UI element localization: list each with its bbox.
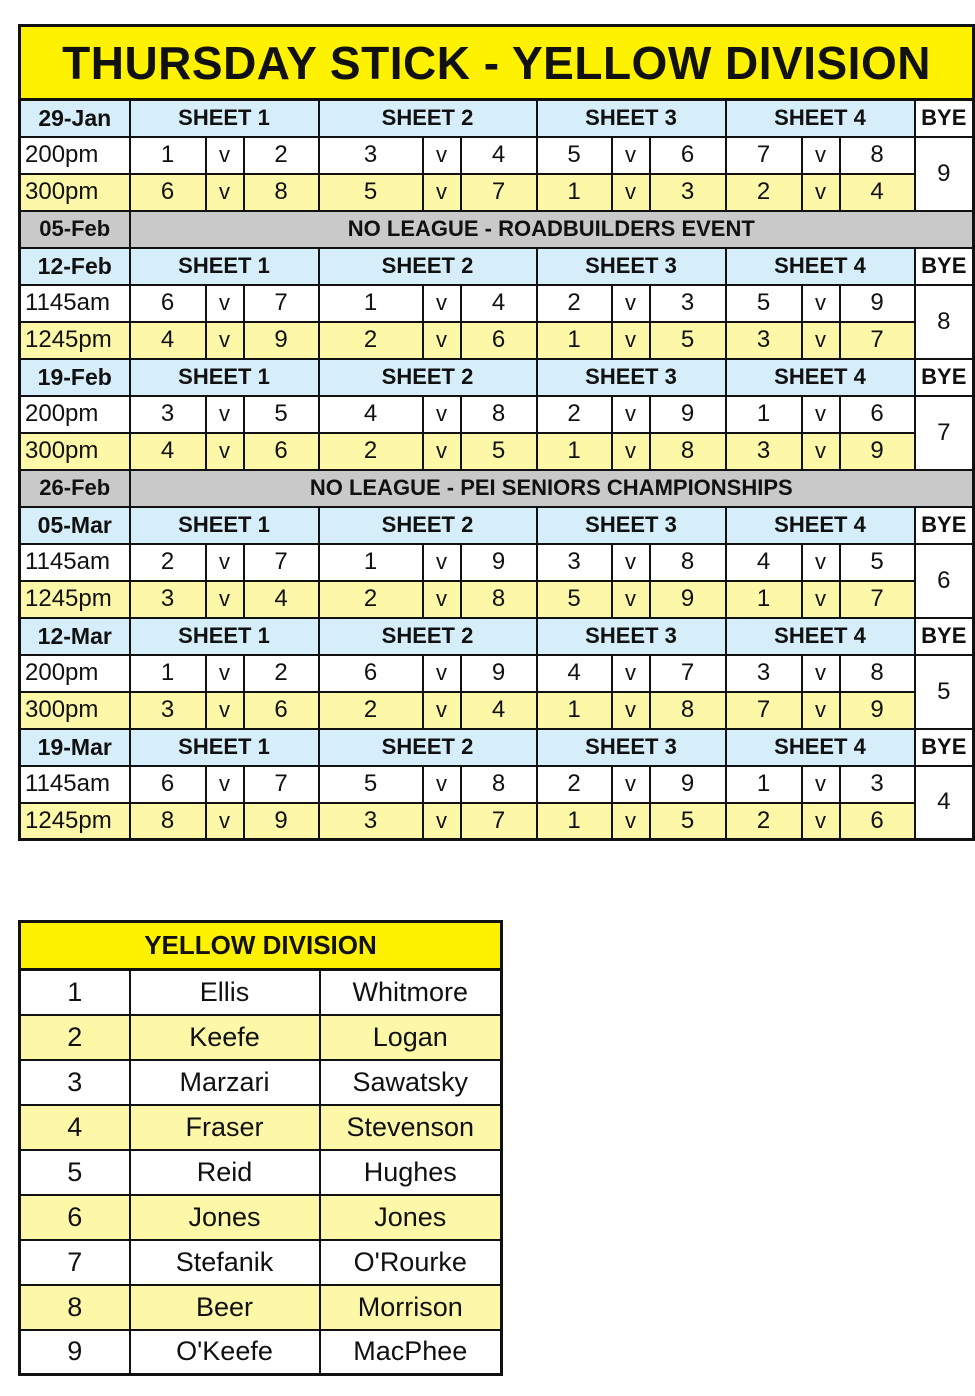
bye-team: 5 [915, 655, 974, 729]
schedule-title: THURSDAY STICK - YELLOW DIVISION [20, 26, 974, 100]
versus-label: v [423, 803, 461, 840]
team-b: 6 [244, 433, 319, 470]
team-b: 4 [461, 285, 537, 322]
team-b: 3 [650, 174, 726, 211]
versus-label: v [612, 581, 650, 618]
team-b: 9 [840, 433, 915, 470]
player-two: Sawatsky [320, 1060, 502, 1105]
team-a: 3 [130, 581, 206, 618]
player-one: O'Keefe [130, 1330, 320, 1375]
game-time: 200pm [20, 396, 130, 433]
versus-label: v [206, 692, 244, 729]
sheet-header: SHEET 3 [537, 248, 726, 285]
week-date: 12-Mar [20, 618, 130, 655]
team-b: 8 [650, 433, 726, 470]
bye-header: BYE [915, 507, 974, 544]
versus-label: v [206, 581, 244, 618]
team-b: 9 [650, 396, 726, 433]
sheet-header: SHEET 4 [726, 507, 915, 544]
player-two: Stevenson [320, 1105, 502, 1150]
bye-header: BYE [915, 100, 974, 137]
team-a: 5 [537, 581, 612, 618]
week-date: 05-Mar [20, 507, 130, 544]
versus-label: v [612, 544, 650, 581]
versus-label: v [423, 544, 461, 581]
team-a: 5 [537, 137, 612, 174]
team-b: 2 [244, 655, 319, 692]
team-number: 2 [20, 1015, 130, 1060]
team-b: 9 [840, 692, 915, 729]
team-b: 6 [840, 803, 915, 840]
team-b: 7 [840, 322, 915, 359]
game-time: 1145am [20, 285, 130, 322]
team-a: 1 [537, 174, 612, 211]
game-row [20, 692, 974, 729]
sheet-header: SHEET 4 [726, 618, 915, 655]
versus-label: v [802, 396, 840, 433]
player-two: Whitmore [320, 970, 502, 1015]
team-b: 5 [650, 803, 726, 840]
week-date: 26-Feb [20, 470, 130, 507]
team-b: 6 [840, 396, 915, 433]
roster-row [20, 1060, 502, 1105]
versus-label: v [802, 322, 840, 359]
team-a: 3 [130, 396, 206, 433]
sheet-header: SHEET 2 [319, 618, 537, 655]
team-a: 3 [130, 692, 206, 729]
versus-label: v [423, 766, 461, 803]
team-b: 8 [650, 544, 726, 581]
team-b: 5 [840, 544, 915, 581]
sheet-header: SHEET 1 [130, 729, 319, 766]
team-b: 9 [650, 581, 726, 618]
week-date: 29-Jan [20, 100, 130, 137]
team-b: 4 [840, 174, 915, 211]
team-a: 1 [537, 433, 612, 470]
versus-label: v [206, 803, 244, 840]
player-two: Morrison [320, 1285, 502, 1330]
sheet-header: SHEET 3 [537, 729, 726, 766]
roster-row [20, 970, 502, 1015]
team-a: 3 [726, 655, 802, 692]
team-number: 1 [20, 970, 130, 1015]
team-a: 5 [319, 174, 423, 211]
versus-label: v [612, 322, 650, 359]
team-b: 7 [461, 803, 537, 840]
versus-label: v [612, 692, 650, 729]
roster-row [20, 1240, 502, 1285]
sheet-header: SHEET 4 [726, 100, 915, 137]
team-b: 7 [650, 655, 726, 692]
team-a: 2 [537, 766, 612, 803]
sheet-header: SHEET 1 [130, 507, 319, 544]
sheet-header: SHEET 3 [537, 100, 726, 137]
bye-header: BYE [915, 618, 974, 655]
player-one: Stefanik [130, 1240, 320, 1285]
versus-label: v [612, 174, 650, 211]
team-b: 4 [244, 581, 319, 618]
bye-team: 6 [915, 544, 974, 618]
no-league-note: NO LEAGUE - ROADBUILDERS EVENT [130, 211, 974, 248]
team-a: 1 [726, 581, 802, 618]
game-row [20, 174, 974, 211]
bye-team: 9 [915, 137, 974, 211]
team-a: 1 [537, 322, 612, 359]
team-a: 1 [537, 803, 612, 840]
game-row [20, 766, 974, 803]
sheet-header: SHEET 4 [726, 248, 915, 285]
versus-label: v [206, 396, 244, 433]
player-one: Reid [130, 1150, 320, 1195]
versus-label: v [423, 655, 461, 692]
roster-row [20, 1195, 502, 1240]
team-a: 6 [130, 285, 206, 322]
team-b: 6 [244, 692, 319, 729]
week-date: 12-Feb [20, 248, 130, 285]
team-b: 7 [244, 544, 319, 581]
no-league-note: NO LEAGUE - PEI SENIORS CHAMPIONSHIPS [130, 470, 974, 507]
team-b: 9 [840, 285, 915, 322]
team-a: 4 [537, 655, 612, 692]
game-time: 1245pm [20, 581, 130, 618]
team-a: 5 [319, 766, 423, 803]
team-a: 7 [726, 692, 802, 729]
team-b: 8 [840, 137, 915, 174]
team-b: 8 [650, 692, 726, 729]
sheet-header: SHEET 3 [537, 507, 726, 544]
week-date: 19-Feb [20, 359, 130, 396]
versus-label: v [206, 433, 244, 470]
versus-label: v [802, 137, 840, 174]
sheet-header: SHEET 3 [537, 618, 726, 655]
team-b: 6 [650, 137, 726, 174]
team-b: 5 [244, 396, 319, 433]
week-header-row [20, 618, 974, 655]
versus-label: v [206, 285, 244, 322]
team-a: 3 [726, 322, 802, 359]
versus-label: v [802, 174, 840, 211]
bye-header: BYE [915, 248, 974, 285]
game-time: 300pm [20, 433, 130, 470]
team-a: 4 [319, 396, 423, 433]
game-row [20, 137, 974, 174]
versus-label: v [206, 544, 244, 581]
bye-header: BYE [915, 359, 974, 396]
team-a: 3 [319, 803, 423, 840]
versus-label: v [612, 396, 650, 433]
game-row [20, 544, 974, 581]
game-time: 1145am [20, 544, 130, 581]
player-one: Jones [130, 1195, 320, 1240]
versus-label: v [423, 285, 461, 322]
game-row [20, 433, 974, 470]
roster-row [20, 1285, 502, 1330]
versus-label: v [423, 322, 461, 359]
game-time: 300pm [20, 692, 130, 729]
player-two: O'Rourke [320, 1240, 502, 1285]
sheet-header: SHEET 2 [319, 507, 537, 544]
team-a: 1 [537, 692, 612, 729]
versus-label: v [206, 322, 244, 359]
team-b: 8 [461, 581, 537, 618]
bye-team: 8 [915, 285, 974, 359]
team-a: 8 [130, 803, 206, 840]
team-b: 9 [461, 544, 537, 581]
versus-label: v [802, 692, 840, 729]
week-header-row [20, 507, 974, 544]
sheet-header: SHEET 1 [130, 248, 319, 285]
roster-table [18, 920, 503, 1376]
sheet-header: SHEET 1 [130, 100, 319, 137]
game-time: 1245pm [20, 322, 130, 359]
sheet-header: SHEET 2 [319, 248, 537, 285]
team-b: 3 [840, 766, 915, 803]
team-a: 6 [130, 766, 206, 803]
bye-team: 4 [915, 766, 974, 840]
team-a: 2 [319, 322, 423, 359]
team-a: 1 [726, 766, 802, 803]
no-league-row [20, 470, 974, 507]
team-b: 5 [650, 322, 726, 359]
week-header-row [20, 100, 974, 137]
game-row [20, 396, 974, 433]
week-date: 05-Feb [20, 211, 130, 248]
versus-label: v [612, 803, 650, 840]
versus-label: v [802, 655, 840, 692]
versus-label: v [612, 285, 650, 322]
team-a: 3 [537, 544, 612, 581]
versus-label: v [802, 803, 840, 840]
team-b: 7 [840, 581, 915, 618]
team-a: 4 [130, 322, 206, 359]
game-row [20, 322, 974, 359]
sheet-header: SHEET 1 [130, 359, 319, 396]
player-one: Keefe [130, 1015, 320, 1060]
player-one: Beer [130, 1285, 320, 1330]
team-b: 7 [244, 285, 319, 322]
game-row [20, 655, 974, 692]
game-time: 1145am [20, 766, 130, 803]
team-a: 6 [130, 174, 206, 211]
week-date: 19-Mar [20, 729, 130, 766]
team-a: 4 [130, 433, 206, 470]
week-header-row [20, 729, 974, 766]
team-a: 7 [726, 137, 802, 174]
versus-label: v [206, 766, 244, 803]
sheet-header: SHEET 3 [537, 359, 726, 396]
team-b: 9 [244, 803, 319, 840]
team-b: 8 [840, 655, 915, 692]
player-two: Hughes [320, 1150, 502, 1195]
team-b: 6 [461, 322, 537, 359]
game-row [20, 803, 974, 840]
versus-label: v [423, 137, 461, 174]
game-time: 1245pm [20, 803, 130, 840]
versus-label: v [423, 396, 461, 433]
sheet-header: SHEET 2 [319, 359, 537, 396]
team-a: 1 [319, 544, 423, 581]
team-number: 8 [20, 1285, 130, 1330]
player-two: Jones [320, 1195, 502, 1240]
team-a: 6 [319, 655, 423, 692]
team-a: 2 [319, 581, 423, 618]
team-a: 2 [319, 433, 423, 470]
bye-header: BYE [915, 729, 974, 766]
schedule-table [18, 24, 975, 841]
team-b: 4 [461, 692, 537, 729]
team-b: 9 [650, 766, 726, 803]
game-time: 200pm [20, 655, 130, 692]
player-two: MacPhee [320, 1330, 502, 1375]
sheet-header: SHEET 1 [130, 618, 319, 655]
versus-label: v [802, 581, 840, 618]
team-number: 6 [20, 1195, 130, 1240]
versus-label: v [612, 137, 650, 174]
roster-row [20, 1105, 502, 1150]
team-number: 5 [20, 1150, 130, 1195]
versus-label: v [206, 174, 244, 211]
team-number: 3 [20, 1060, 130, 1105]
sheet-header: SHEET 2 [319, 729, 537, 766]
versus-label: v [802, 544, 840, 581]
team-a: 2 [537, 396, 612, 433]
sheet-header: SHEET 4 [726, 359, 915, 396]
team-b: 8 [461, 766, 537, 803]
roster-row [20, 1015, 502, 1060]
versus-label: v [612, 433, 650, 470]
player-one: Fraser [130, 1105, 320, 1150]
team-b: 5 [461, 433, 537, 470]
team-b: 3 [650, 285, 726, 322]
team-a: 2 [537, 285, 612, 322]
team-a: 1 [130, 137, 206, 174]
versus-label: v [612, 766, 650, 803]
team-a: 1 [726, 396, 802, 433]
team-b: 7 [244, 766, 319, 803]
player-one: Marzari [130, 1060, 320, 1105]
team-a: 3 [319, 137, 423, 174]
sheet-header: SHEET 4 [726, 729, 915, 766]
team-a: 2 [726, 803, 802, 840]
game-time: 300pm [20, 174, 130, 211]
team-number: 7 [20, 1240, 130, 1285]
team-number: 4 [20, 1105, 130, 1150]
versus-label: v [802, 766, 840, 803]
team-number: 9 [20, 1330, 130, 1375]
roster-row [20, 1150, 502, 1195]
team-b: 9 [461, 655, 537, 692]
versus-label: v [423, 174, 461, 211]
versus-label: v [802, 433, 840, 470]
roster-title: YELLOW DIVISION [20, 922, 502, 970]
team-a: 2 [319, 692, 423, 729]
versus-label: v [612, 655, 650, 692]
versus-label: v [206, 655, 244, 692]
player-one: Ellis [130, 970, 320, 1015]
week-header-row [20, 248, 974, 285]
versus-label: v [423, 433, 461, 470]
team-b: 4 [461, 137, 537, 174]
bye-team: 7 [915, 396, 974, 470]
team-b: 9 [244, 322, 319, 359]
versus-label: v [206, 137, 244, 174]
team-a: 3 [726, 433, 802, 470]
game-row [20, 285, 974, 322]
team-a: 2 [726, 174, 802, 211]
versus-label: v [423, 692, 461, 729]
no-league-row [20, 211, 974, 248]
versus-label: v [802, 285, 840, 322]
team-b: 2 [244, 137, 319, 174]
team-b: 8 [461, 396, 537, 433]
team-a: 2 [130, 544, 206, 581]
game-time: 200pm [20, 137, 130, 174]
versus-label: v [423, 581, 461, 618]
player-two: Logan [320, 1015, 502, 1060]
team-a: 1 [319, 285, 423, 322]
game-row [20, 581, 974, 618]
team-a: 4 [726, 544, 802, 581]
team-b: 7 [461, 174, 537, 211]
week-header-row [20, 359, 974, 396]
team-a: 5 [726, 285, 802, 322]
sheet-header: SHEET 2 [319, 100, 537, 137]
roster-row [20, 1330, 502, 1375]
team-b: 8 [244, 174, 319, 211]
team-a: 1 [130, 655, 206, 692]
